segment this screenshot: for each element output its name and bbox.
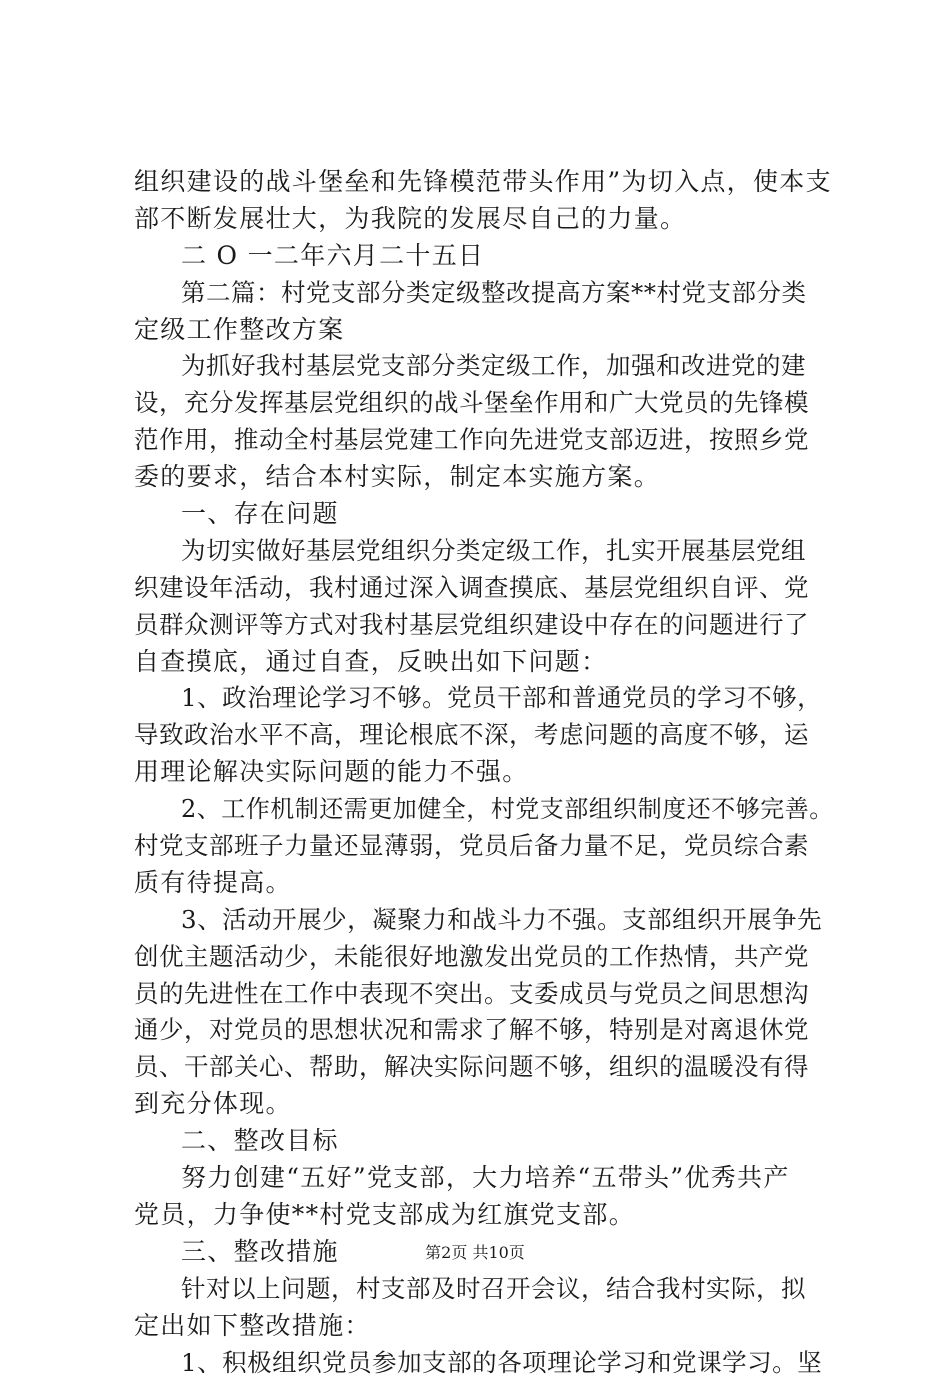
text-line: 定出如下整改措施： <box>134 1308 834 1345</box>
text-line: 努力创建“五好”党支部，大力培养“五带头”优秀共产 <box>134 1160 834 1197</box>
page-footer: 第2页 共10页 <box>0 1243 950 1263</box>
text-line: 针对以上问题，村支部及时召开会议，结合我村实际，拟 <box>134 1271 834 1308</box>
text-line: 员、干部关心、帮助，解决实际问题不够，组织的温暖没有得 <box>134 1049 834 1086</box>
text-line: 委的要求，结合本村实际，制定本实施方案。 <box>134 459 834 496</box>
text-line: 通少，对党员的思想状况和需求了解不够，特别是对离退休党 <box>134 1012 834 1049</box>
text-line: 党员，力争使**村党支部成为红旗党支部。 <box>134 1197 834 1234</box>
document-body <box>134 164 834 1381</box>
text-line: 1、积极组织党员参加支部的各项理论学习和党课学习。坚 <box>134 1345 834 1381</box>
text-line: 范作用，推动全村基层党建工作向先进党支部迈进，按照乡党 <box>134 422 834 459</box>
text-line: 2、工作机制还需更加健全，村党支部组织制度还不够完善。 <box>134 791 834 828</box>
text-line: 自查摸底，通过自查，反映出如下问题： <box>134 644 834 681</box>
text-line: 三、整改措施 <box>134 1234 834 1271</box>
text-line: 3、活动开展少，凝聚力和战斗力不强。支部组织开展争先 <box>134 902 834 939</box>
text-line: 组织建设的战斗堡垒和先锋模范带头作用”为切入点，使本支 <box>134 164 834 201</box>
text-line: 织建设年活动，我村通过深入调查摸底、基层党组织自评、党 <box>134 570 834 607</box>
text-line: 一、存在问题 <box>134 496 834 533</box>
text-line: 部不断发展壮大，为我院的发展尽自己的力量。 <box>134 201 834 238</box>
text-line: 二 O 一二年六月二十五日 <box>134 238 834 275</box>
text-line: 1、政治理论学习不够。党员干部和普通党员的学习不够， <box>134 680 834 717</box>
text-line: 到充分体现。 <box>134 1086 834 1123</box>
text-line: 创优主题活动少，未能很好地激发出党员的工作热情，共产党 <box>134 939 834 976</box>
text-line: 第二篇：村党支部分类定级整改提高方案**村党支部分类 <box>134 275 834 312</box>
text-line: 村党支部班子力量还显薄弱，党员后备力量不足，党员综合素 <box>134 828 834 865</box>
text-line: 设，充分发挥基层党组织的战斗堡垒作用和广大党员的先锋模 <box>134 385 834 422</box>
text-line: 质有待提高。 <box>134 865 834 902</box>
text-line: 二、整改目标 <box>134 1123 834 1160</box>
text-line: 用理论解决实际问题的能力不强。 <box>134 754 834 791</box>
text-line: 导致政治水平不高，理论根底不深，考虑问题的高度不够，运 <box>134 717 834 754</box>
text-line: 员的先进性在工作中表现不突出。支委成员与党员之间思想沟 <box>134 976 834 1013</box>
text-line: 为抓好我村基层党支部分类定级工作，加强和改进党的建 <box>134 348 834 385</box>
text-line: 定级工作整改方案 <box>134 312 834 349</box>
text-line: 员群众测评等方式对我村基层党组织建设中存在的问题进行了 <box>134 607 834 644</box>
text-line: 为切实做好基层党组织分类定级工作，扎实开展基层党组 <box>134 533 834 570</box>
